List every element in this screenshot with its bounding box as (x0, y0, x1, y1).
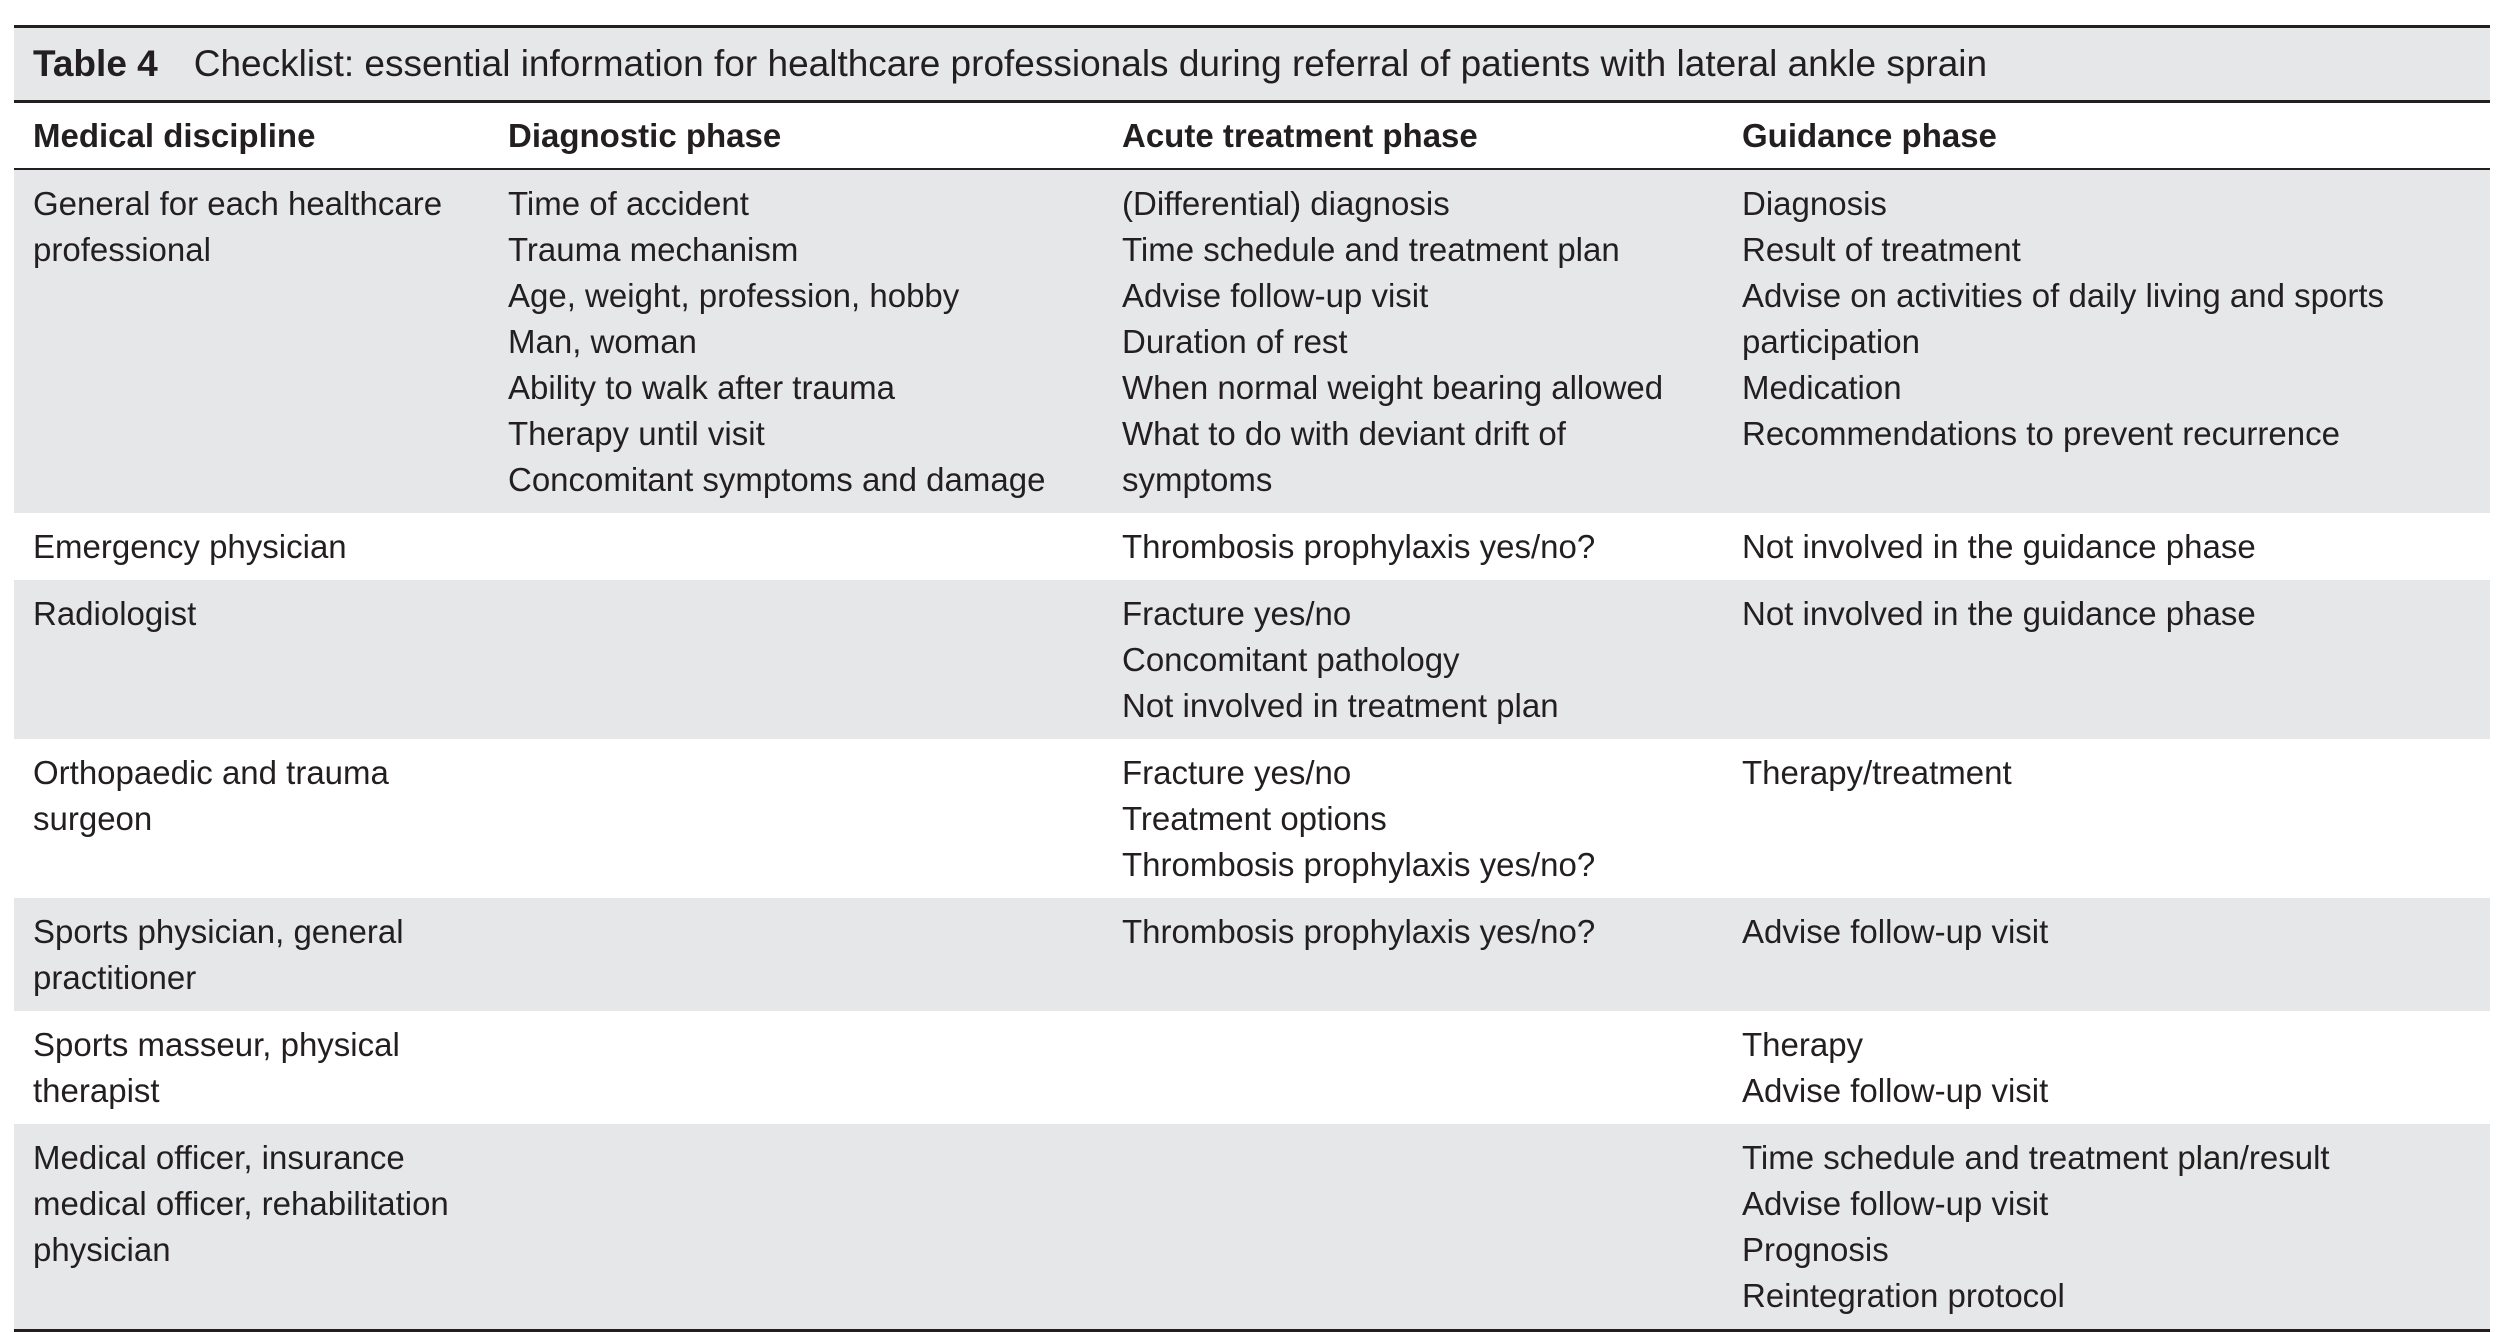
cell-diagnostic-phase (489, 513, 1103, 580)
table-row (14, 898, 2490, 1011)
cell-diagnostic-phase (489, 1011, 1103, 1124)
cell-line: Thrombosis prophylaxis yes/no? (1122, 913, 1596, 950)
cell-line: Time schedule and treatment plan/result (1742, 1139, 2330, 1176)
cell-medical-discipline (14, 169, 489, 513)
cell-line: Medical officer, insurance (33, 1139, 405, 1176)
cell-line: physician (33, 1231, 171, 1268)
cell-line: Ability to walk after trauma (508, 369, 895, 406)
cell-line: Thrombosis prophylaxis yes/no? (1122, 846, 1596, 883)
cell-acute-treatment-phase (1103, 898, 1723, 1011)
cell-line: Thrombosis prophylaxis yes/no? (1122, 528, 1596, 565)
cell-diagnostic-phase (489, 580, 1103, 739)
cell-line: Reintegration protocol (1742, 1277, 2065, 1314)
cell-medical-discipline (14, 580, 489, 739)
cell-line: Therapy (1742, 1026, 1864, 1063)
cell-line: Concomitant pathology (1122, 641, 1460, 678)
cell-line: Radiologist (33, 595, 197, 632)
cell-line: Therapy/treatment (1742, 754, 2012, 791)
cell-line: Advise follow-up visit (1742, 1185, 2049, 1222)
cell-line: Trauma mechanism (508, 231, 799, 268)
cell-line: Therapy until visit (508, 415, 765, 452)
cell-line: Prognosis (1742, 1231, 1889, 1268)
header-medical-discipline: Medical discipline (14, 103, 489, 169)
table-row (14, 513, 2490, 580)
cell-guidance-phase (1723, 580, 2490, 739)
cell-guidance-phase (1723, 513, 2490, 580)
cell-line: What to do with deviant drift of symptoms (1122, 415, 1566, 498)
header-row (14, 103, 2490, 169)
cell-line: Fracture yes/no (1122, 754, 1352, 791)
header-acute-treatment-phase: Acute treatment phase (1103, 103, 1723, 169)
cell-diagnostic-phase (489, 1124, 1103, 1331)
cell-guidance-phase (1723, 898, 2490, 1011)
cell-line: Not involved in treatment plan (1122, 687, 1559, 724)
cell-diagnostic-phase (489, 739, 1103, 898)
cell-medical-discipline (14, 739, 489, 898)
cell-line: Advise follow-up visit (1742, 913, 2049, 950)
cell-line: medical officer, rehabilitation (33, 1185, 449, 1222)
cell-acute-treatment-phase (1103, 739, 1723, 898)
cell-line: therapist (33, 1072, 160, 1109)
cell-acute-treatment-phase (1103, 169, 1723, 513)
cell-guidance-phase (1723, 1124, 2490, 1331)
cell-line: Emergency physician (33, 528, 347, 565)
table-row (14, 1124, 2490, 1331)
cell-acute-treatment-phase (1103, 1011, 1723, 1124)
cell-line: Age, weight, profession, hobby (508, 277, 960, 314)
cell-medical-discipline (14, 898, 489, 1011)
cell-acute-treatment-phase (1103, 580, 1723, 739)
cell-line: When normal weight bearing allowed (1122, 369, 1664, 406)
cell-line: Man, woman (508, 323, 697, 360)
header-diagnostic-phase: Diagnostic phase (489, 103, 1103, 169)
cell-line: Recommendations to prevent recurrence (1742, 415, 2340, 452)
table-row (14, 169, 2490, 513)
cell-line: Treatment options (1122, 800, 1387, 837)
table-row (14, 739, 2490, 898)
cell-line: Orthopaedic and trauma surgeon (33, 754, 389, 837)
cell-line: participation (1742, 323, 1920, 360)
cell-line: Not involved in the guidance phase (1742, 528, 2256, 565)
table-row (14, 580, 2490, 739)
cell-line: Time schedule and treatment plan (1122, 231, 1620, 268)
cell-line: practitioner (33, 959, 197, 996)
cell-line: Time of accident (508, 185, 749, 222)
cell-line: Advise follow-up visit (1122, 277, 1429, 314)
cell-medical-discipline (14, 1011, 489, 1124)
table-row (14, 1011, 2490, 1124)
cell-guidance-phase (1723, 1011, 2490, 1124)
cell-line: (Differential) diagnosis (1122, 185, 1450, 222)
cell-line: General for each healthcare (33, 185, 443, 222)
header-guidance-phase: Guidance phase (1723, 103, 2490, 169)
cell-guidance-phase (1723, 169, 2490, 513)
cell-line: professional (33, 231, 211, 268)
table-container (14, 25, 2490, 1332)
table-label: Table 4 (33, 43, 158, 84)
cell-line: Concomitant symptoms and damage (508, 461, 1046, 498)
table-title-bar (14, 25, 2490, 103)
cell-acute-treatment-phase (1103, 513, 1723, 580)
cell-medical-discipline (14, 1124, 489, 1331)
cell-line: Duration of rest (1122, 323, 1348, 360)
cell-acute-treatment-phase (1103, 1124, 1723, 1331)
cell-line: Advise on activities of daily living and sports (1742, 277, 2384, 314)
cell-line: Advise follow-up visit (1742, 1072, 2049, 1109)
cell-line: Result of treatment (1742, 231, 2021, 268)
cell-line: Sports masseur, physical (33, 1026, 400, 1063)
cell-line: Not involved in the guidance phase (1742, 595, 2256, 632)
table-body (14, 169, 2490, 1331)
cell-line: Medication (1742, 369, 1902, 406)
cell-line: Diagnosis (1742, 185, 1887, 222)
cell-line: Fracture yes/no (1122, 595, 1352, 632)
cell-diagnostic-phase (489, 169, 1103, 513)
table-caption: Checklist: essential information for healthcare professionals during referral of patients with lateral ankle sprain (193, 43, 1988, 84)
checklist-table (14, 103, 2490, 1332)
cell-medical-discipline (14, 513, 489, 580)
cell-line: Sports physician, general (33, 913, 404, 950)
cell-diagnostic-phase (489, 898, 1103, 1011)
cell-guidance-phase (1723, 739, 2490, 898)
